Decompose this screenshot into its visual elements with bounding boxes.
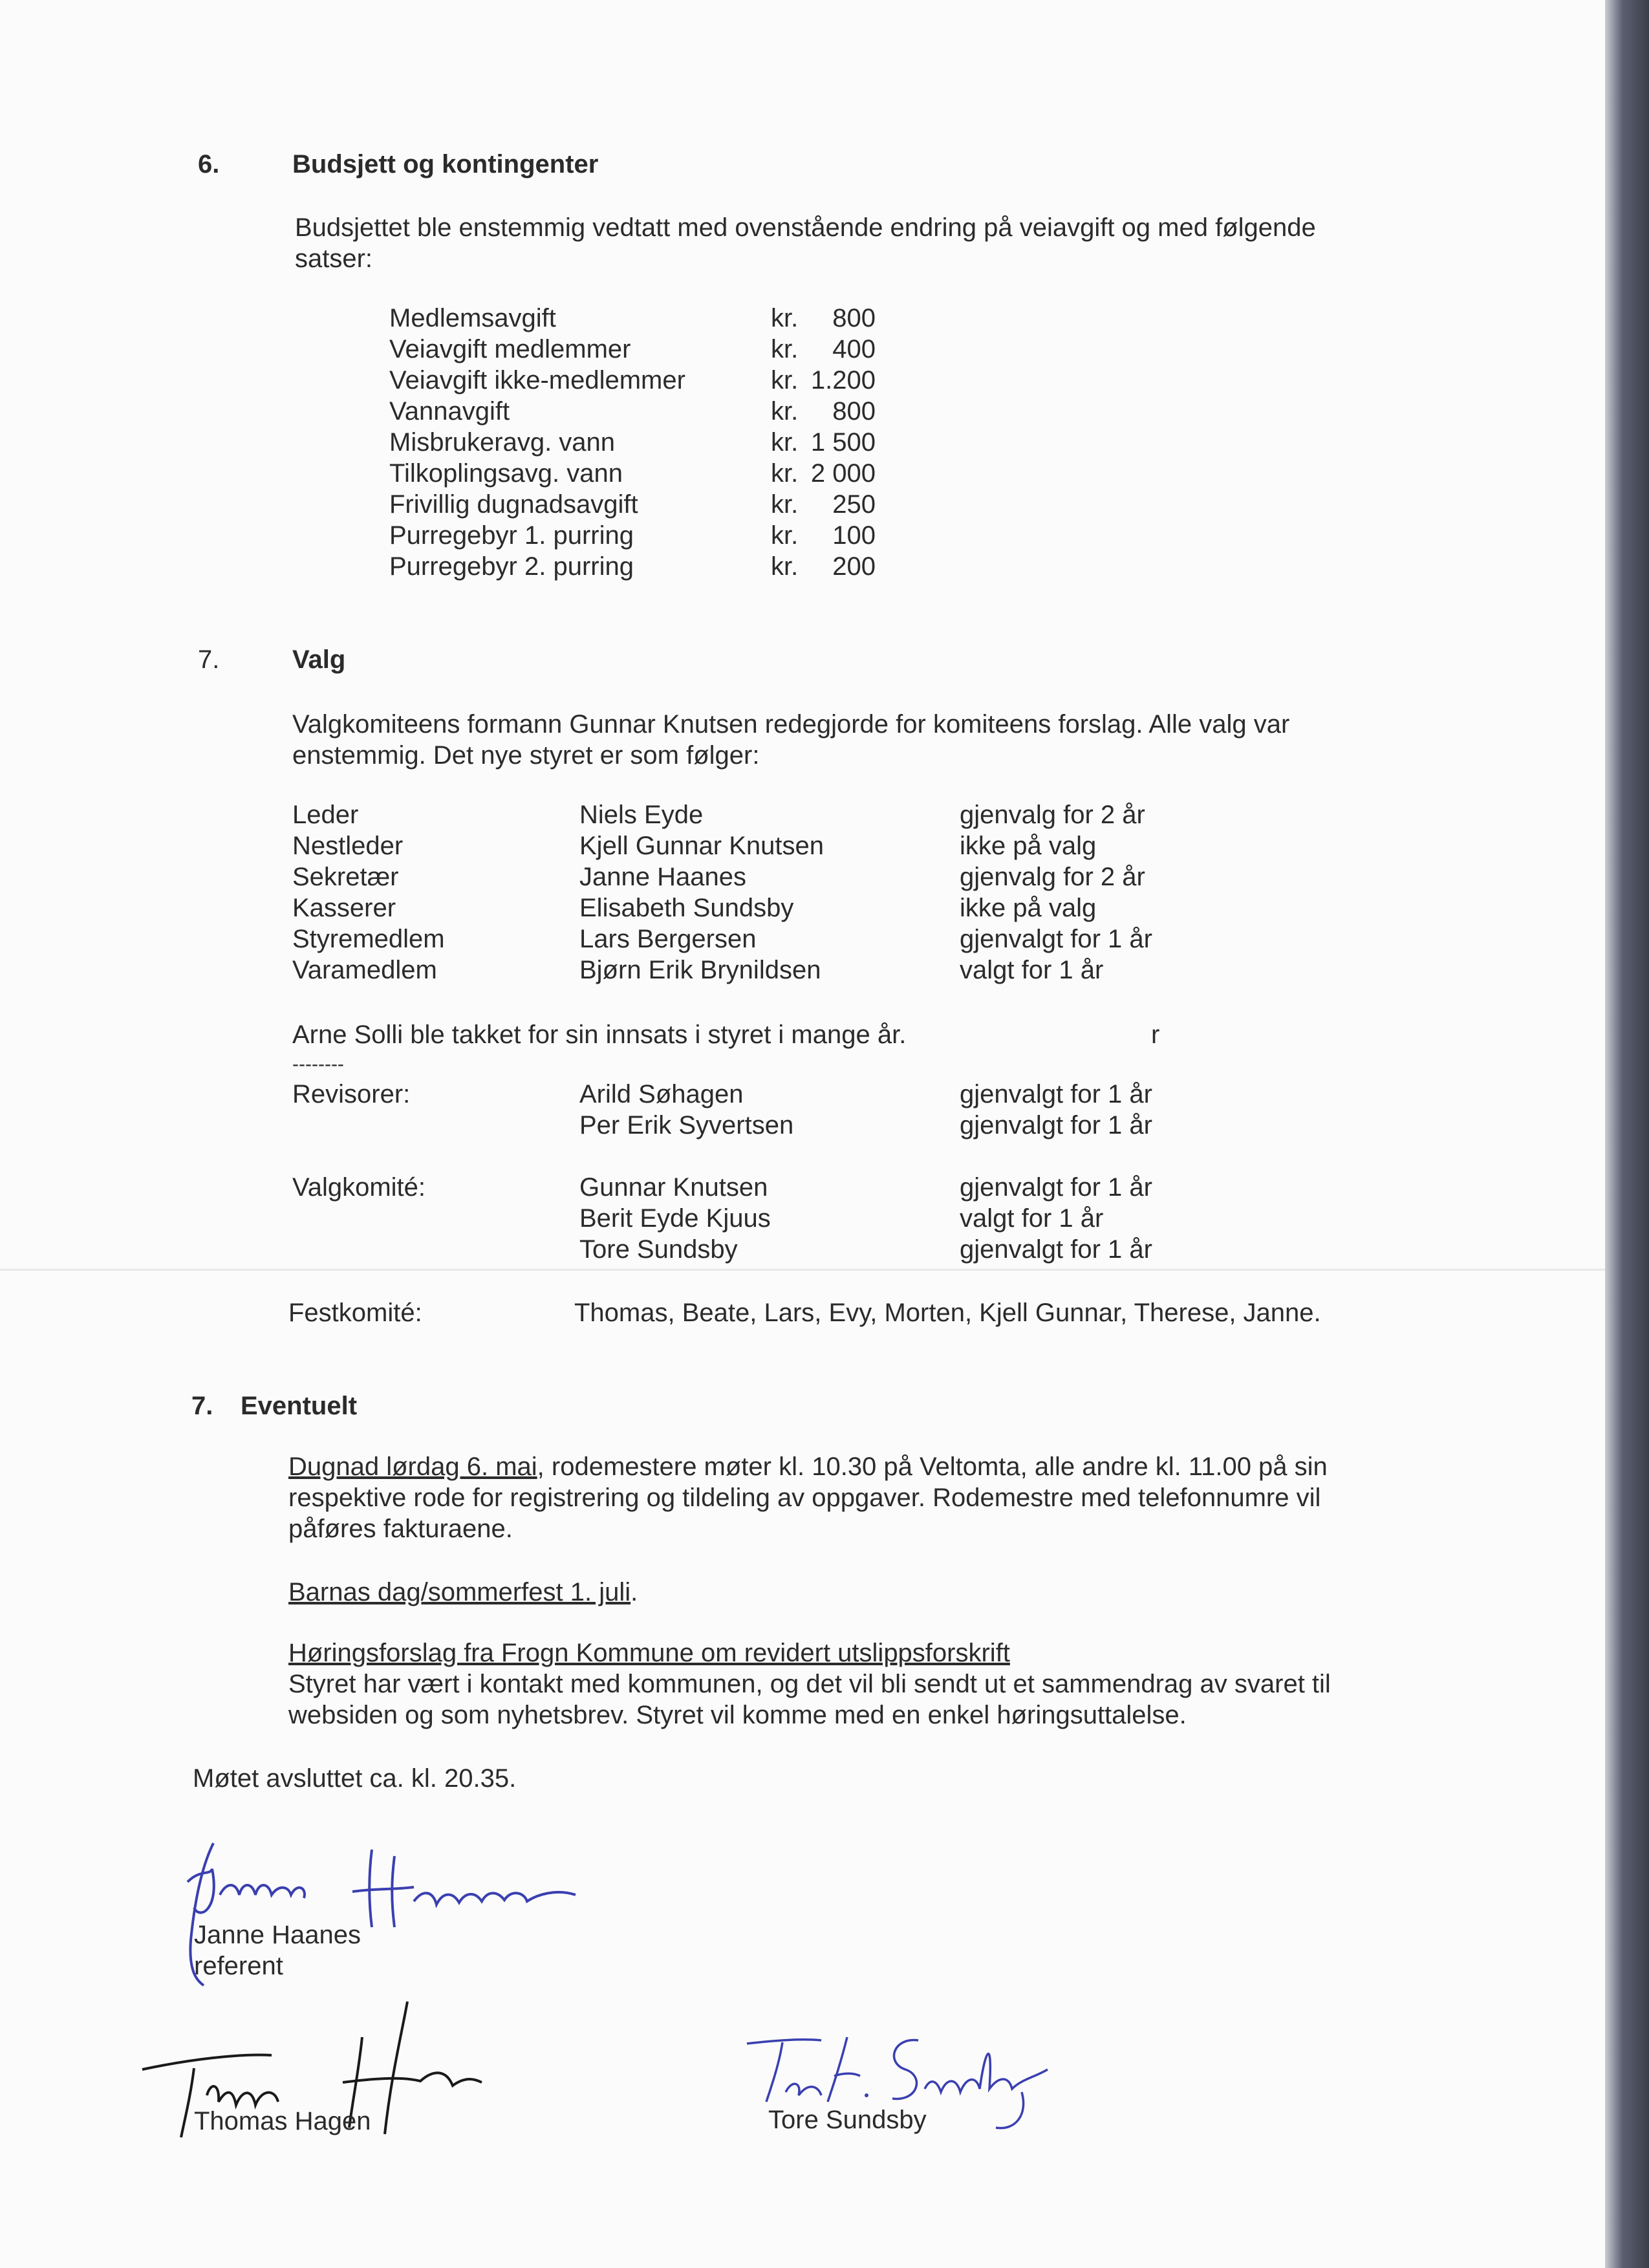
- fee-amount: 800: [832, 397, 876, 426]
- committee-member-name: Gunnar Knutsen: [579, 1173, 768, 1202]
- section-7-intro: Valgkomiteens formann Gunnar Knutsen redegjorde for komiteens forslag. Alle valg var enstemmig. Det nye styret er som følger:: [292, 710, 1290, 770]
- stray-mark: r: [1151, 1021, 1160, 1049]
- auditor-name: Per Erik Syvertsen: [579, 1111, 794, 1139]
- fee-amount: 800: [832, 304, 876, 332]
- paper-fold-line: [0, 1269, 1605, 1271]
- board-role: Nestleder: [292, 832, 404, 860]
- section-6-intro: Budsjettet ble enstemmig vedtatt med ovenstående endring på veiavgift og med følgende satser:: [295, 213, 1316, 273]
- signer2-name: Thomas Hagen: [194, 2107, 371, 2135]
- auditors-label: Revisorer:: [292, 1080, 411, 1108]
- fee-label: Tilkoplingsavg. vann: [389, 459, 623, 488]
- horing-heading: Høringsforslag fra Frogn Kommune om revidert utslippsforskrift: [288, 1639, 1010, 1667]
- barnas-heading: Barnas dag/sommerfest 1. juli: [288, 1578, 631, 1606]
- board-member-name: Bjørn Erik Brynildsen: [579, 956, 821, 984]
- fee-label: Veiavgift ikke-medlemmer: [389, 366, 685, 394]
- fee-amount: 1.200: [810, 366, 876, 394]
- fee-currency: kr.: [771, 428, 799, 457]
- section-6-number: 6.: [198, 150, 220, 178]
- fee-currency: kr.: [771, 397, 799, 426]
- board-status: gjenvalg for 2 år: [960, 863, 1145, 891]
- horing-text: Styret har vært i kontakt med kommunen, og det vil bli sendt ut et sammendrag av svaret til websiden og som nyhetsbrev. Styret vil komme med en enkel høringsuttalelse.: [288, 1670, 1331, 1729]
- fee-currency: kr.: [771, 521, 799, 550]
- board-role: Kasserer: [292, 894, 396, 922]
- section-6-title: Budsjett og kontingenter: [292, 150, 599, 178]
- scan-edge: [1605, 0, 1649, 2268]
- fee-currency: kr.: [771, 459, 799, 488]
- board-role: Varamedlem: [292, 956, 437, 984]
- separator-line: --------: [292, 1053, 344, 1075]
- committee-label: Valgkomité:: [292, 1173, 426, 1202]
- fee-amount: 400: [832, 335, 876, 363]
- section-eventuelt-title: Eventuelt: [241, 1392, 358, 1420]
- committee-member-status: gjenvalgt for 1 år: [960, 1235, 1152, 1264]
- fee-label: Veiavgift medlemmer: [389, 335, 631, 363]
- fee-amount: 2 000: [810, 459, 876, 488]
- referent-name: Janne Haanes: [194, 1921, 361, 1949]
- board-status: ikke på valg: [960, 832, 1097, 860]
- board-member-name: Niels Eyde: [579, 801, 704, 829]
- party-label: Festkomité:: [288, 1299, 422, 1327]
- fee-currency: kr.: [771, 335, 799, 363]
- fee-amount: 100: [832, 521, 876, 550]
- auditor-status: gjenvalgt for 1 år: [960, 1111, 1152, 1139]
- board-status: gjenvalgt for 1 år: [960, 925, 1152, 953]
- referent-role: referent: [194, 1952, 283, 1980]
- committee-member-name: Berit Eyde Kjuus: [579, 1204, 771, 1233]
- fee-amount: 1 500: [810, 428, 876, 457]
- committee-member-status: gjenvalgt for 1 år: [960, 1173, 1152, 1202]
- thanks-text: Arne Solli ble takket for sin innsats i styret i mange år.: [292, 1021, 907, 1049]
- board-member-name: Janne Haanes: [579, 863, 746, 891]
- fee-label: Purregebyr 1. purring: [389, 521, 634, 550]
- section-eventuelt-number: 7.: [191, 1392, 213, 1420]
- board-member-name: Kjell Gunnar Knutsen: [579, 832, 824, 860]
- board-status: valgt for 1 år: [960, 956, 1104, 984]
- fee-label: Frivillig dugnadsavgift: [389, 490, 638, 519]
- fee-label: Misbrukeravg. vann: [389, 428, 616, 457]
- dugnad-text-line1: , rodemestere møter kl. 10.30 på Veltomta, alle andre kl. 11.00 på sin: [537, 1453, 1328, 1481]
- board-status: gjenvalg for 2 år: [960, 801, 1145, 829]
- party-members: Thomas, Beate, Lars, Evy, Morten, Kjell Gunnar, Therese, Janne.: [574, 1299, 1321, 1327]
- board-role: Styremedlem: [292, 925, 445, 953]
- dugnad-text-rest: respektive rode for registrering og tildeling av oppgaver. Rodemestre med telefonnumre vil påføres fakturaene.: [288, 1484, 1321, 1543]
- fee-label: Vannavgift: [389, 397, 510, 426]
- section-7-number: 7.: [198, 645, 220, 674]
- barnas-suffix: .: [630, 1578, 638, 1606]
- barnas-line: [288, 1577, 638, 1608]
- board-status: ikke på valg: [960, 894, 1097, 922]
- dugnad-heading: Dugnad lørdag 6. mai: [288, 1453, 537, 1481]
- board-role: Sekretær: [292, 863, 399, 891]
- dugnad-line-1: [288, 1451, 1328, 1482]
- fee-label: Medlemsavgift: [389, 304, 556, 332]
- auditor-name: Arild Søhagen: [579, 1080, 744, 1108]
- board-role: Leder: [292, 801, 359, 829]
- board-member-name: Lars Bergersen: [579, 925, 757, 953]
- fee-amount: 200: [832, 552, 876, 581]
- fee-currency: kr.: [771, 366, 799, 394]
- closing-text: Møtet avsluttet ca. kl. 20.35.: [193, 1764, 517, 1793]
- auditor-status: gjenvalgt for 1 år: [960, 1080, 1152, 1108]
- signer3-name: Tore Sundsby: [768, 2106, 927, 2134]
- fee-currency: kr.: [771, 304, 799, 332]
- committee-member-status: valgt for 1 år: [960, 1204, 1104, 1233]
- committee-member-name: Tore Sundsby: [579, 1235, 738, 1264]
- fee-currency: kr.: [771, 552, 799, 581]
- fee-amount: 250: [832, 490, 876, 519]
- board-member-name: Elisabeth Sundsby: [579, 894, 794, 922]
- fee-currency: kr.: [771, 490, 799, 519]
- section-7-title: Valg: [292, 645, 346, 674]
- fee-label: Purregebyr 2. purring: [389, 552, 634, 581]
